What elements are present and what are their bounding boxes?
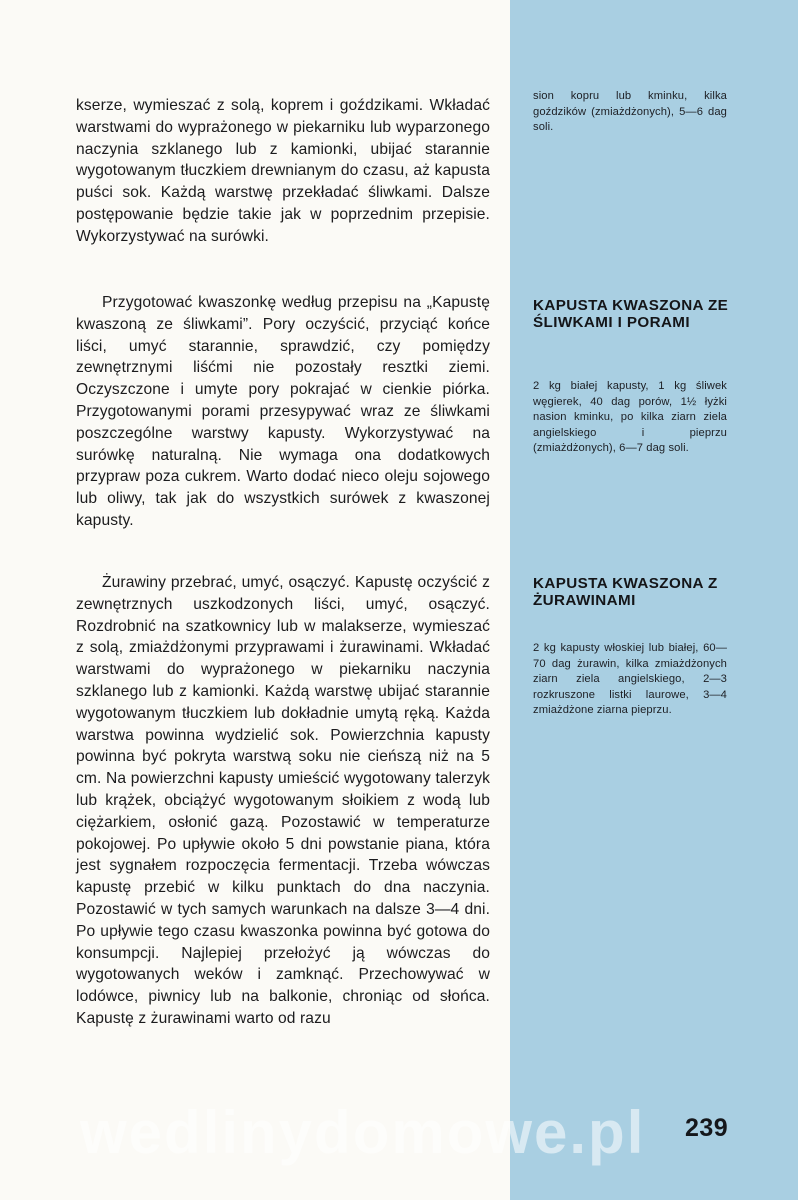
ingredients-continued: sion kopru lub kminku, kilka goździków (zmiażdżonych), 5—6 dag soli. xyxy=(533,90,727,134)
recipe-title-plums-leeks: KAPUSTA KWASZONA ZE ŚLIWKAMI I PORAMI xyxy=(533,297,729,332)
paragraph-cranberry-method: Żurawiny przebrać, umyć, osączyć. Kapustę oczyścić z zewnętrznych uszkodzonych liści, umyć, osączyć. Rozdrobnić na szatkownicy lub w malakserze, wymieszać z solą, zmiażdżonymi przyprawami i żurawinami. Wkładać warstwami do wyprażonego w piekarniku naczynia szklanego lub z kamionki. Każdą warstwę ubijać starannie wygotowanym tłuczkiem lub dokładnie umytą ręką. Każda warstwa powinna wydzielić sok. Powierzchnia kapusty powinna być pokryta warstwą soku nie cieńszą niż na 5 cm. Na powierzchni kapusty umieścić wygotowany talerzyk lub krążek, obciążyć wygotowanym słoikiem z wodą lub ciężarkiem, osłonić gazą. Pozostawić w temperaturze pokojowej. Po upływie około 5 dni powstanie piana, która jest sygnałem rozpoczęcia fermentacji. Trzeba wówczas kapustę przebić w kilku punktach do dna naczynia. Pozostawić w tych samych warunkach na dalsze 3—4 dni. Po upływie tego czasu kwaszonka powinna być gotowa do konsumpcji. Najlepiej przełożyć ją wówczas do wygotowanych weków i zamknąć. Przechowywać w lodówce, piwnicy lub na balkonie, chroniąc od słońca. Kapustę z żurawinami warto od razu xyxy=(76,574,490,1027)
paragraph-plum-leek-method: Przygotować kwaszonkę według przepisu na „Kapustę kwaszoną ze śliwkami”. Pory oczyścić, przyciąć końce liści, umyć starannie, sprawdzić, czy pomiędzy zewnętrznymi liśćmi nie pozostały resztki ziemi. Oczyszczone i umyte pory pokrajać w cienkie piórka. Przygotowanymi porami przesypywać wraz ze śliwkami poszczególne warstwy kapusty. Wykorzystywać na surówkę naturalną. Nie wymaga ona dodatkowych przypraw poza cukrem. Warto dodać nieco oleju sojowego lub oliwy, tak jak do wszystkich surówek z kwaszonej kapusty. xyxy=(76,294,490,529)
site-watermark: wedlinydomowe.pl xyxy=(80,1099,646,1166)
paragraph-plum-cabbage-end: kserze, wymieszać z solą, koprem i goździkami. Wkładać warstwami do wyprażonego w piekarniku lub wyparzonego naczynia szklanego lub z kamionki, ubijać starannie wygotowanym tłuczkiem drewnianym do czasu, aż kapusta puści sok. Każdą warstwę przekładać śliwkami. Dalsze postępowanie będzie takie jak w poprzednim przepisie. Wykorzystywać na surówki. xyxy=(76,97,490,245)
ingredients-cranberries: 2 kg kapusty włoskiej lub białej, 60—70 dag żurawin, kilka zmiażdżonych ziarn ziela angielskiego, 2—3 rozkruszone listki laurowe, 3—4 zmiażdżone ziarna pieprzu. xyxy=(533,642,727,717)
recipe-title-cranberries: KAPUSTA KWASZONA Z ŻURAWINAMI xyxy=(533,575,718,610)
page-number: 239 xyxy=(685,1114,729,1142)
ingredients-plums-leeks: 2 kg białej kapusty, 1 kg śliwek węgierek, 40 dag porów, 1½ łyżki nasion kminku, po kilka ziarn ziela angielskiego i pieprzu (zmiażdżonych), 6—7 dag soli. xyxy=(533,380,727,455)
